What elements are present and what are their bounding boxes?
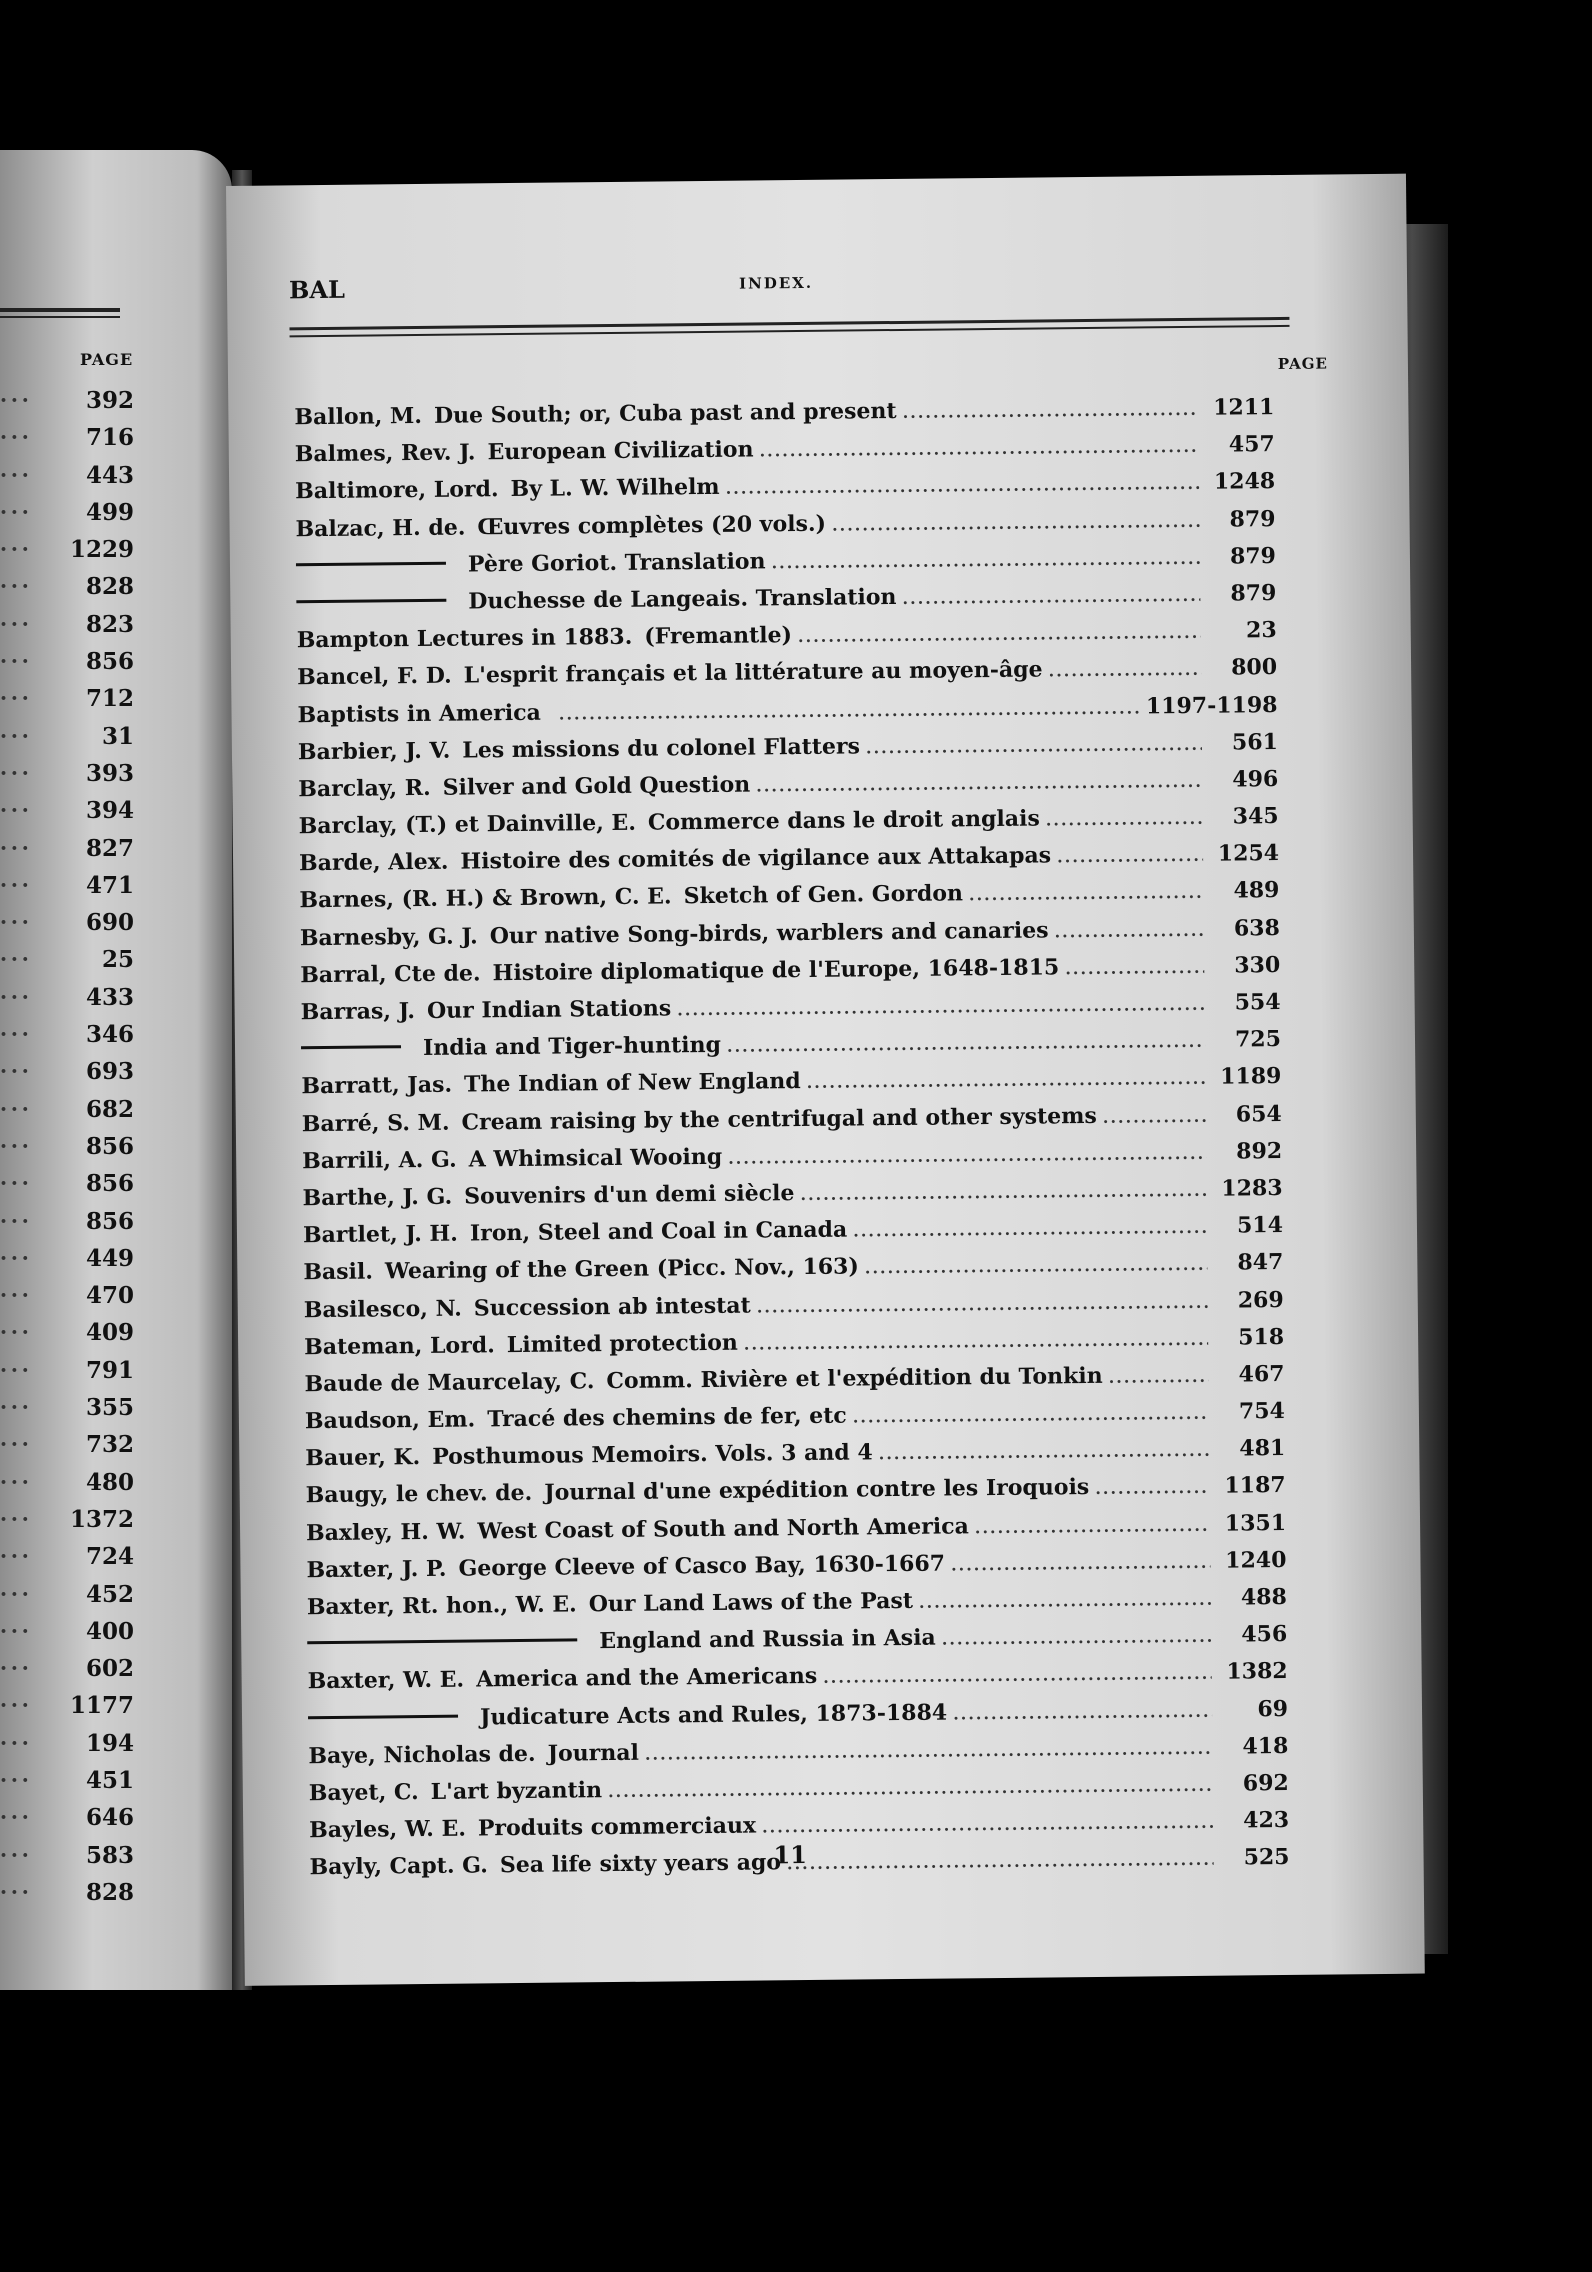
dot-leader <box>757 1283 1208 1325</box>
left-page-number: • • • 443 <box>0 457 134 494</box>
left-page-number: • • • 856 <box>0 1203 134 1240</box>
entry-title: Produits commerciaux <box>477 1812 757 1842</box>
dot-leader <box>798 614 1201 655</box>
left-page-number: • • • 194 <box>0 1725 134 1762</box>
entry-title: L'esprit français et la littérature au moyen-âge <box>463 656 1043 689</box>
entry-title: Cream raising by the centrifugal and other systems <box>461 1102 1097 1136</box>
entry-page: 488 <box>1240 1583 1287 1611</box>
entry-page: 561 <box>1231 728 1279 756</box>
dot-leader <box>728 1135 1206 1177</box>
left-page-number: • • • 346 <box>0 1016 134 1053</box>
entry-page: 1240 <box>1225 1546 1287 1574</box>
entry-page: 518 <box>1238 1323 1285 1351</box>
dot-leader <box>1108 1358 1208 1396</box>
left-page-number: • • • 828 <box>0 1874 134 1911</box>
entry-page: 892 <box>1236 1137 1283 1165</box>
entry-author: Barrili, A. G. <box>302 1146 457 1175</box>
ditto-rule <box>296 561 446 566</box>
entry-title: European Civilization <box>487 436 754 466</box>
index-title: INDEX. <box>738 273 814 293</box>
left-page-number: • • • 393 <box>0 755 134 792</box>
dot-leader <box>975 1506 1211 1546</box>
dot-leader <box>645 1730 1213 1773</box>
entry-title: Our native Song-birds, warblers and canaries <box>489 917 1049 949</box>
left-page-number: • • • 433 <box>0 979 134 1016</box>
left-page-number: • • • 471 <box>0 867 134 904</box>
left-page-number: • • • 480 <box>0 1464 134 1501</box>
dot-leader <box>942 1618 1212 1658</box>
entry-page: 638 <box>1233 914 1280 942</box>
entry-author: Barras, J. <box>300 998 416 1026</box>
entry-title: West Coast of South and North America <box>477 1512 969 1545</box>
entry-title: Journal d'une expédition contre les Iroquois <box>544 1474 1090 1507</box>
entry-title: Souvenirs d'un demi siècle <box>464 1180 795 1210</box>
left-page-number: • • • 25 <box>0 941 134 978</box>
entry-title: Œuvres complètes (20 vols.) <box>477 510 827 540</box>
entry-author: Basilesco, N. <box>303 1295 462 1323</box>
entry-title: Journal <box>547 1739 640 1767</box>
entry-author: Barbier, J. V. <box>297 737 451 765</box>
entry-page: 725 <box>1234 1026 1282 1053</box>
entry-title: Histoire des comités de vigilance aux Attakapas <box>460 842 1052 875</box>
dot-leader <box>762 1804 1214 1846</box>
left-page-number: • • • 1229 <box>0 531 134 568</box>
left-page-number: • • • 791 <box>0 1352 134 1389</box>
entry-page: 1189 <box>1220 1063 1282 1091</box>
entry-author: Barclay, (T.) et Dainville, E. <box>298 809 637 840</box>
ditto-rule <box>307 1639 577 1645</box>
entry-author: Bayet, C. <box>308 1779 419 1807</box>
entry-author: Baude de Maurcelay, C. <box>304 1368 595 1398</box>
dot-leader <box>953 1692 1212 1732</box>
entry-page: 423 <box>1243 1807 1290 1834</box>
entry-page: 496 <box>1232 765 1279 793</box>
entry-author: Bateman, Lord. <box>304 1331 495 1360</box>
entry-page: 525 <box>1243 1844 1290 1871</box>
entry-author: Barré, S. M. <box>301 1109 450 1137</box>
entry-author: Bauer, K. <box>305 1444 421 1472</box>
entry-page: 879 <box>1229 505 1276 533</box>
entry-page: 654 <box>1235 1100 1282 1128</box>
entry-page: 457 <box>1228 431 1275 458</box>
ditto-rule <box>308 1714 458 1719</box>
entry-author: Baxter, W. E. <box>307 1666 465 1695</box>
entry-page: 554 <box>1234 989 1281 1016</box>
left-page-number: • • • 716 <box>0 419 134 456</box>
entry-title: Commerce dans le droit anglais <box>647 805 1040 836</box>
entry-author: Barclay, R. <box>298 774 431 803</box>
left-page-number: • • • 392 <box>0 382 134 419</box>
left-page-number: • • • 31 <box>0 718 134 755</box>
dot-leader <box>853 1395 1210 1436</box>
right-page <box>226 174 1425 1986</box>
entry-author: Baxley, H. W. <box>305 1518 466 1546</box>
left-page-number: • • • 499 <box>0 494 134 531</box>
entry-author: Barthe, J. G. <box>302 1183 453 1212</box>
left-page-rule <box>0 316 120 318</box>
dot-leader <box>1103 1097 1206 1135</box>
entry-page: 800 <box>1231 654 1278 681</box>
dot-leader <box>725 465 1199 507</box>
entry-title: Due South; or, Cuba past and present <box>433 397 897 429</box>
entry-author: Bampton Lectures in 1883. <box>296 623 633 654</box>
entry-title: Succession ab intestat <box>473 1292 751 1321</box>
left-page-number: • • • 693 <box>0 1053 134 1090</box>
left-page-number: • • • 856 <box>0 1165 134 1202</box>
left-page-number: • • • 400 <box>0 1613 134 1650</box>
entry-page: 692 <box>1242 1769 1289 1797</box>
entry-page: 69 <box>1257 1695 1289 1722</box>
entry-title: England and Russia in Asia <box>599 1624 936 1655</box>
left-page-number: • • • 583 <box>0 1837 134 1874</box>
left-page-number: • • • 409 <box>0 1314 134 1351</box>
dot-leader <box>1065 949 1204 988</box>
entry-title: Père Goriot. Translation <box>467 548 766 578</box>
entry-title: Wearing of the Green (Picc. Nov., 163) <box>384 1253 859 1285</box>
left-page-number: • • • 452 <box>0 1576 134 1613</box>
dot-leader <box>919 1581 1211 1621</box>
entry-author: Baxter, Rt. hon., W. E. <box>306 1591 577 1621</box>
entry-page: 1351 <box>1224 1509 1287 1537</box>
entry-page: 514 <box>1236 1212 1284 1239</box>
left-page-number-column <box>0 382 134 1911</box>
left-page-number: • • • 712 <box>0 680 134 717</box>
dot-leader <box>853 1209 1207 1250</box>
dot-leader <box>1048 651 1201 690</box>
entry-author: Baptists in America <box>297 699 541 728</box>
dot-leader <box>832 502 1200 543</box>
dot-leader <box>879 1432 1210 1473</box>
dot-leader <box>969 874 1204 914</box>
left-page-number: • • • 1372 <box>0 1501 134 1538</box>
left-page-number: • • • 682 <box>0 1091 134 1128</box>
entry-page: 489 <box>1233 877 1280 904</box>
entry-page: 418 <box>1242 1732 1289 1760</box>
left-page-column-header: PAGE <box>80 350 134 369</box>
entry-page: 1283 <box>1221 1174 1283 1202</box>
left-page-number: • • • 646 <box>0 1799 134 1836</box>
entry-page: 456 <box>1241 1621 1288 1648</box>
dot-leader <box>823 1655 1212 1696</box>
entry-page: 879 <box>1229 542 1277 570</box>
entry-title: India and Tiger-hunting <box>422 1032 722 1062</box>
dot-leader <box>1057 837 1203 876</box>
entry-page: 1197-1198 <box>1145 691 1278 719</box>
dot-leader <box>951 1544 1211 1584</box>
entry-page: 481 <box>1239 1435 1286 1462</box>
left-page-number: • • • 724 <box>0 1538 134 1575</box>
left-page-number: • • • 732 <box>0 1426 134 1463</box>
left-page-number: • • • 823 <box>0 606 134 643</box>
entry-page: 1248 <box>1213 468 1276 496</box>
dot-leader <box>1095 1469 1210 1507</box>
left-page <box>0 150 232 1990</box>
dot-leader <box>1046 800 1203 839</box>
left-page-number: • • • 602 <box>0 1650 134 1687</box>
dot-leader <box>559 689 1140 732</box>
dot-leader <box>806 1060 1205 1101</box>
entry-title: America and the Americans <box>475 1663 818 1693</box>
entry-title: Judicature Acts and Rules, 1873-1884 <box>479 1699 948 1730</box>
ditto-rule <box>296 599 446 604</box>
dot-leader <box>759 428 1199 470</box>
dot-leader <box>727 1023 1205 1065</box>
entry-author: Bayly, Capt. G. <box>309 1852 489 1881</box>
entry-page: 754 <box>1238 1398 1286 1425</box>
entry-author: Baltimore, Lord. <box>295 476 499 505</box>
entry-author: Balzac, H. de. <box>295 514 466 542</box>
entry-author: Ballon, M. <box>294 402 423 431</box>
entry-title: Posthumous Memoirs. Vols. 3 and 4 <box>432 1439 873 1471</box>
left-page-number: • • • 856 <box>0 1128 134 1165</box>
dot-leader <box>902 391 1198 431</box>
entry-page: 467 <box>1238 1360 1285 1388</box>
running-head: BAL <box>288 274 346 305</box>
entry-author: Barnesby, G. J. <box>299 923 478 951</box>
dot-leader <box>865 1246 1208 1287</box>
left-page-number: • • • 1177 <box>0 1687 134 1724</box>
entry-author: Bancel, F. D. <box>297 662 452 691</box>
entry-page: 269 <box>1237 1286 1284 1313</box>
entry-title: Iron, Steel and Coal in Canada <box>469 1216 848 1247</box>
left-page-number: • • • 470 <box>0 1277 134 1314</box>
entry-title: Limited protection <box>506 1329 738 1358</box>
entry-page: 23 <box>1245 617 1277 644</box>
left-page-number: • • • 827 <box>0 830 134 867</box>
entry-page: 1382 <box>1226 1658 1288 1685</box>
dot-leader <box>902 577 1200 617</box>
entry-author: Barral, Cte de. <box>300 960 481 989</box>
entry-page: 1254 <box>1217 840 1280 867</box>
entry-title: Our Indian Stations <box>426 995 672 1024</box>
dot-leader <box>744 1320 1209 1362</box>
dot-leader <box>1054 911 1204 950</box>
page-column-header: PAGE <box>1277 354 1329 373</box>
entry-author: Basil. <box>303 1258 374 1286</box>
entry-author: Baye, Nicholas de. <box>308 1740 536 1769</box>
entry-title: Les missions du colonel Flatters <box>462 733 861 764</box>
entry-page: 330 <box>1234 951 1281 979</box>
entry-author: Bartlet, J. H. <box>302 1220 459 1249</box>
dot-leader <box>756 763 1202 805</box>
left-page-number: • • • 451 <box>0 1762 134 1799</box>
dot-leader <box>866 725 1202 766</box>
entry-title: Duchesse de Langeais. Translation <box>468 583 897 615</box>
entry-author: Baudson, Em. <box>304 1406 476 1435</box>
dot-leader <box>787 1841 1214 1883</box>
dot-leader <box>608 1767 1213 1811</box>
dot-leader <box>771 540 1200 582</box>
left-page-number: • • • 828 <box>0 568 134 605</box>
entry-title: (Fremantle) <box>644 622 793 650</box>
entry-title: L'art byzantin <box>430 1777 603 1805</box>
left-page-number: • • • 449 <box>0 1240 134 1277</box>
entry-title: Sea life sixty years ago <box>499 1849 782 1879</box>
entry-title: A Whimsical Wooing <box>468 1143 723 1173</box>
page-number: 11 <box>773 1840 808 1870</box>
left-page-number: • • • 690 <box>0 904 134 941</box>
entry-title: Silver and Gold Question <box>442 771 751 801</box>
entry-title: Comm. Rivière et l'expédition du Tonkin <box>606 1362 1103 1394</box>
entry-page: 1187 <box>1224 1472 1286 1500</box>
left-page-rule <box>0 308 120 312</box>
entry-author: Baxter, J. P. <box>306 1555 447 1584</box>
index-entries <box>294 389 1290 1887</box>
entry-title: The Indian of New England <box>463 1068 801 1098</box>
dot-leader <box>677 986 1205 1029</box>
entry-page: 345 <box>1232 803 1279 830</box>
entry-title: Tracé des chemins de fer, etc <box>487 1402 847 1433</box>
entry-page: 1211 <box>1213 394 1275 421</box>
left-page-number: • • • 856 <box>0 643 134 680</box>
page-header <box>289 265 1269 315</box>
entry-author: Barratt, Jas. <box>301 1072 453 1100</box>
entry-title: Histoire diplomatique de l'Europe, 1648-1815 <box>492 954 1060 987</box>
entry-page: 847 <box>1237 1249 1284 1276</box>
entry-author: Bayles, W. E. <box>309 1815 467 1844</box>
entry-title: Sketch of Gen. Gordon <box>683 880 964 910</box>
entry-title: By L. W. Wilhelm <box>510 474 720 503</box>
left-page-number: • • • 394 <box>0 792 134 829</box>
dot-leader <box>800 1172 1206 1213</box>
left-page-number: • • • 355 <box>0 1389 134 1426</box>
entry-title: Our Land Laws of the Past <box>588 1587 914 1618</box>
entry-author: Barde, Alex. <box>298 848 449 877</box>
entry-author: Balmes, Rev. J. <box>294 439 476 468</box>
entry-title: George Cleeve of Casco Bay, 1630-1667 <box>458 1550 946 1582</box>
entry-author: Barnes, (R. H.) & Brown, C. E. <box>299 883 672 914</box>
ditto-rule <box>301 1045 401 1049</box>
entry-author: Baugy, le chev. de. <box>305 1480 533 1509</box>
entry-page: 879 <box>1230 579 1277 607</box>
